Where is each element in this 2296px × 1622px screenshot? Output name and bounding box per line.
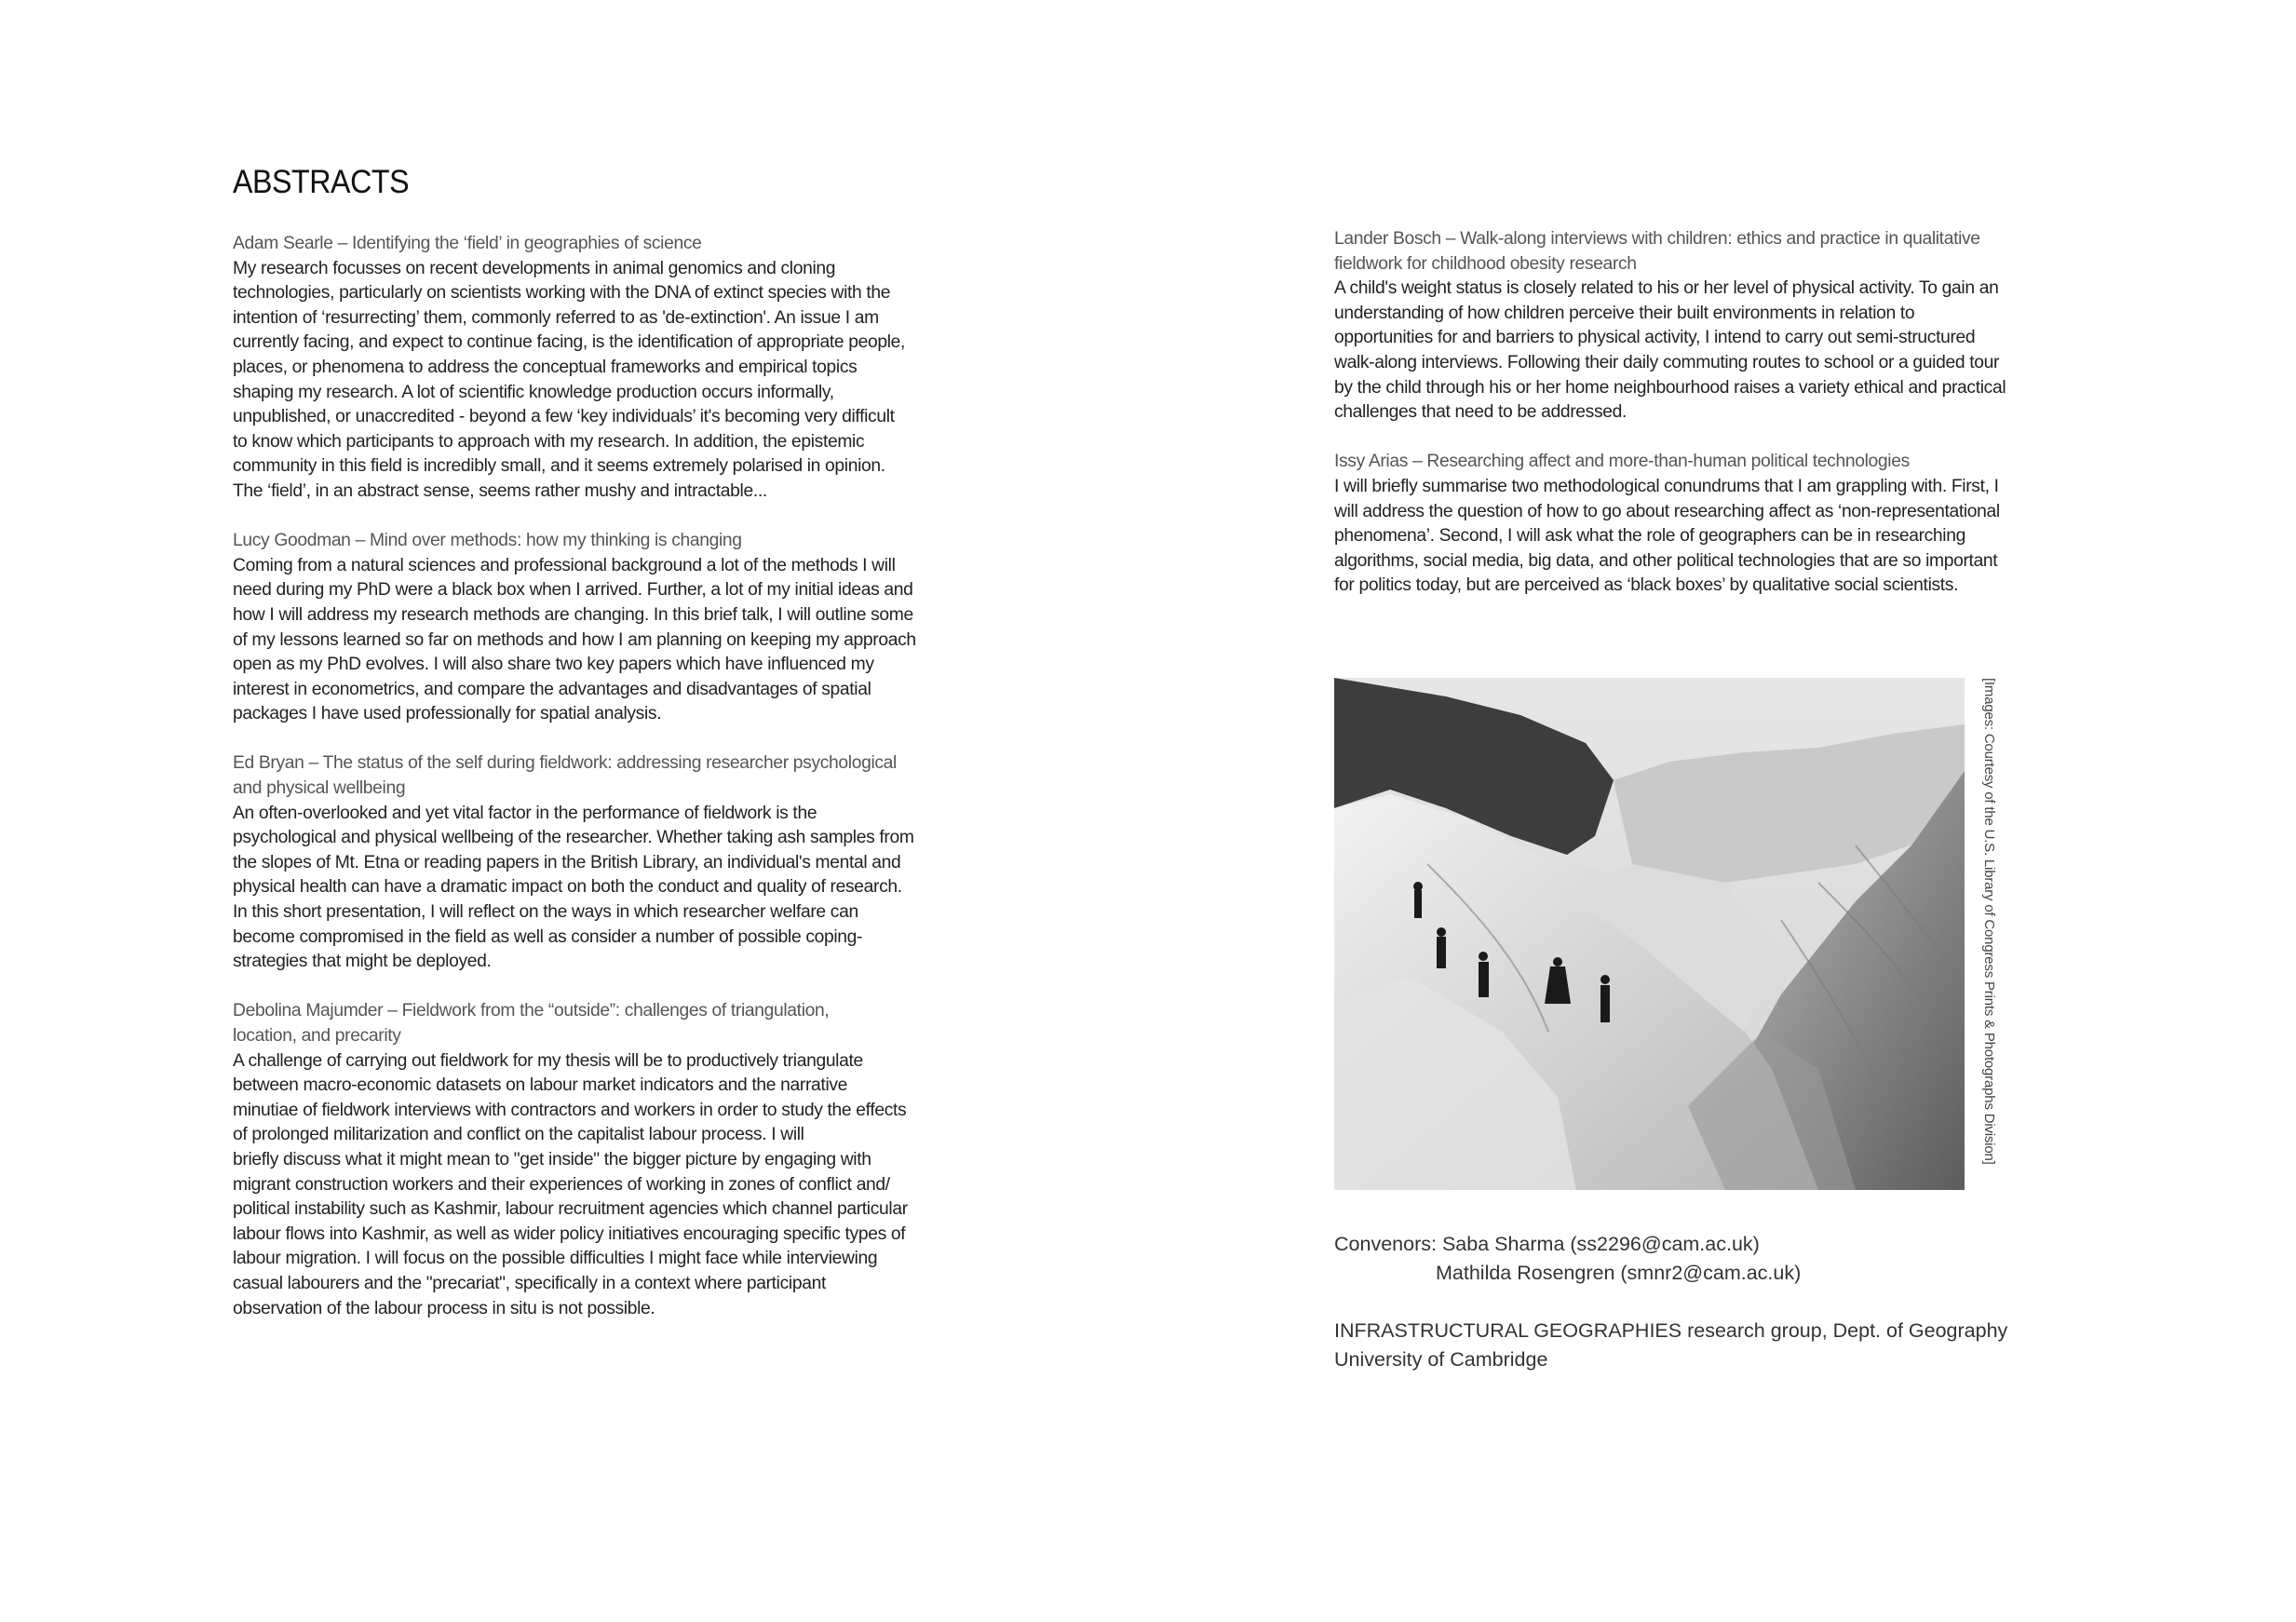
body-line: physical health can have a dramatic impact on both the conduct and quality of research. bbox=[233, 877, 902, 898]
body-line: labour migration. I will focus on the possible difficulties I might face while interviewing bbox=[233, 1249, 878, 1269]
body-line: An often-overlooked and yet vital factor in the performance of fieldwork is the bbox=[233, 803, 817, 823]
body-line: opportunities for and barriers to physical activity, I intend to carry out semi-structured bbox=[1334, 328, 1976, 348]
abstract-ed-bryan bbox=[233, 751, 968, 974]
abstract-title bbox=[233, 751, 968, 801]
glacier-photo-icon bbox=[1334, 678, 1965, 1190]
body-line: understanding of how children perceive their built environments in relation to bbox=[1334, 303, 1915, 323]
abstract-body bbox=[233, 802, 968, 975]
abstract-body bbox=[1334, 475, 2070, 599]
body-line: My research focusses on recent developments in animal genomics and cloning bbox=[233, 258, 836, 278]
body-line: open as my PhD evolves. I will also share two key papers which have influenced my bbox=[233, 655, 874, 675]
body-line: algorithms, social media, big data, and other political technologies that are so important bbox=[1334, 550, 1998, 571]
abstract-body bbox=[233, 1049, 968, 1322]
body-line: intention of ‘resurrecting’ them, commonly referred to as 'de-extinction'. An issue I am bbox=[233, 307, 879, 328]
convenor-row bbox=[1334, 1230, 1801, 1259]
convenor-name: Mathilda Rosengren (smnr2@cam.ac.uk) bbox=[1436, 1262, 1802, 1284]
body-line: strategies that might be deployed. bbox=[233, 952, 492, 972]
body-line: psychological and physical wellbeing of the researcher. Whether taking ash samples from bbox=[233, 828, 914, 848]
body-line: between macro-economic datasets on labour market indicators and the narrative bbox=[233, 1075, 848, 1096]
abstract-title bbox=[1334, 450, 2070, 475]
body-line: of my lessons learned so far on methods and how I am planning on keeping my approach bbox=[233, 629, 916, 650]
body-line: observation of the labour process in situ is not possible. bbox=[233, 1298, 655, 1318]
abstract-body bbox=[233, 554, 968, 727]
left-column bbox=[233, 232, 968, 1346]
body-line: The ‘field’, in an abstract sense, seems rather mushy and intractable... bbox=[233, 480, 767, 501]
abstract-debolina-majumder bbox=[233, 999, 968, 1321]
title-line: Ed Bryan – The status of the self during fieldwork: addressing researcher psychological bbox=[233, 753, 897, 774]
body-line: walk-along interviews. Following their daily commuting routes to school or a guided tour bbox=[1334, 352, 2000, 372]
body-line: In this short presentation, I will reflect on the ways in which researcher welfare can bbox=[233, 902, 858, 923]
body-line: minutiae of fieldwork interviews with contractors and workers in order to study the effects bbox=[233, 1100, 907, 1120]
convenors bbox=[1334, 1230, 1801, 1288]
body-line: of prolonged militarization and conflict on the capitalist labour process. I will bbox=[233, 1125, 804, 1145]
abstract-title bbox=[1334, 227, 2070, 277]
body-line: I will briefly summarise two methodological conundrums that I am grappling with. First, I bbox=[1334, 476, 1999, 496]
body-line: technologies, particularly on scientists working with the DNA of extinct species with the bbox=[233, 283, 891, 304]
title-line: Debolina Majumder – Fieldwork from the “outside”: challenges of triangulation, bbox=[233, 1001, 830, 1021]
abstract-title bbox=[233, 529, 968, 554]
body-line: become compromised in the field as well as consider a number of possible coping- bbox=[233, 926, 863, 947]
page-heading: ABSTRACTS bbox=[233, 164, 410, 200]
body-line: Coming from a natural sciences and professional background a lot of the methods I will bbox=[233, 555, 896, 575]
abstract-title bbox=[233, 232, 968, 257]
body-line: political instability such as Kashmir, labour recruitment agencies which channel particular bbox=[233, 1199, 908, 1220]
abstract-body bbox=[1334, 277, 2070, 426]
body-line: the slopes of Mt. Etna or reading papers in the British Library, an individual's mental and bbox=[233, 852, 901, 872]
body-line: A child's weight status is closely related to his or her level of physical activity. To gain an bbox=[1334, 278, 1999, 299]
body-line: shaping my research. A lot of scientific knowledge production occurs informally, bbox=[233, 382, 834, 402]
body-line: packages I have used professionally for spatial analysis. bbox=[233, 704, 662, 724]
abstract-title bbox=[233, 999, 968, 1048]
body-line: interest in econometrics, and compare the advantages and disadvantages of spatial bbox=[233, 679, 871, 699]
body-line: how I will address my research methods are changing. In this brief talk, I will outline some bbox=[233, 604, 913, 625]
convenors-label: Convenors: bbox=[1334, 1233, 1437, 1255]
abstract-issy-arias bbox=[1334, 450, 2070, 599]
body-line: challenges that need to be addressed. bbox=[1334, 402, 1627, 423]
affiliation-line: University of Cambridge bbox=[1334, 1348, 1548, 1371]
convenor-name: Saba Sharma (ss2296@cam.ac.uk) bbox=[1441, 1233, 1760, 1255]
body-line: by the child through his or her home neighbourhood raises a variety ethical and practical bbox=[1334, 377, 2006, 398]
body-line: migrant construction workers and their experiences of working in zones of conflict and/ bbox=[233, 1174, 890, 1195]
title-line: fieldwork for childhood obesity research bbox=[1334, 253, 1637, 274]
body-line: unpublished, or unaccredited - beyond a few ‘key individuals’ it's becoming very difficult bbox=[233, 407, 895, 427]
body-line: phenomena’. Second, I will ask what the role of geographers can be in researching bbox=[1334, 526, 1965, 547]
body-line: labour flows into Kashmir, as well as wider policy initiatives encouraging specific types of bbox=[233, 1223, 906, 1244]
abstract-lucy-goodman bbox=[233, 529, 968, 727]
title-line: location, and precarity bbox=[233, 1026, 401, 1046]
abstract-body bbox=[233, 257, 968, 505]
title-line: Issy Arias – Researching affect and more-than-human political technologies bbox=[1334, 452, 1910, 472]
right-column bbox=[1334, 227, 2070, 624]
body-line: casual labourers and the "precariat", specifically in a context where participant bbox=[233, 1273, 826, 1293]
body-line: currently facing, and expect to continue facing, is the identification of appropriate people, bbox=[233, 332, 906, 353]
body-line: to know which participants to approach with my research. In addition, the epistemic bbox=[233, 431, 865, 452]
body-line: places, or phenomena to address the conceptual frameworks and empirical topics bbox=[233, 357, 858, 377]
title-line: Lucy Goodman – Mind over methods: how my thinking is changing bbox=[233, 531, 742, 551]
affiliation bbox=[1334, 1317, 2007, 1374]
title-line: Adam Searle – Identifying the ‘field’ in geographies of science bbox=[233, 234, 702, 253]
body-line: will address the question of how to go about researching affect as ‘non-representational bbox=[1334, 501, 2000, 521]
affiliation-line: INFRASTRUCTURAL GEOGRAPHIES research group, Dept. of Geography bbox=[1334, 1319, 2008, 1342]
title-line: and physical wellbeing bbox=[233, 778, 406, 799]
abstract-lander-bosch bbox=[1334, 227, 2070, 426]
body-line: for politics today, but are perceived as ‘black boxes’ by qualitative social scientists. bbox=[1334, 575, 1959, 596]
body-line: community in this field is incredibly small, and it seems extremely polarised in opinion. bbox=[233, 456, 885, 477]
photo-credit: [Images: Courtesy of the U.S. Library of Congress Prints & Photographs Division] bbox=[1981, 678, 1997, 1165]
body-line: A challenge of carrying out fieldwork for my thesis will be to productively triangulate bbox=[233, 1050, 863, 1071]
body-line: briefly discuss what it might mean to "get inside" the bigger picture by engaging with bbox=[233, 1149, 871, 1169]
glacier-photo bbox=[1334, 678, 1965, 1190]
title-line: Lander Bosch – Walk-along interviews with children: ethics and practice in qualitative bbox=[1334, 229, 1980, 249]
body-line: need during my PhD were a black box when I arrived. Further, a lot of my initial ideas and bbox=[233, 580, 913, 601]
abstract-adam-searle bbox=[233, 232, 968, 505]
